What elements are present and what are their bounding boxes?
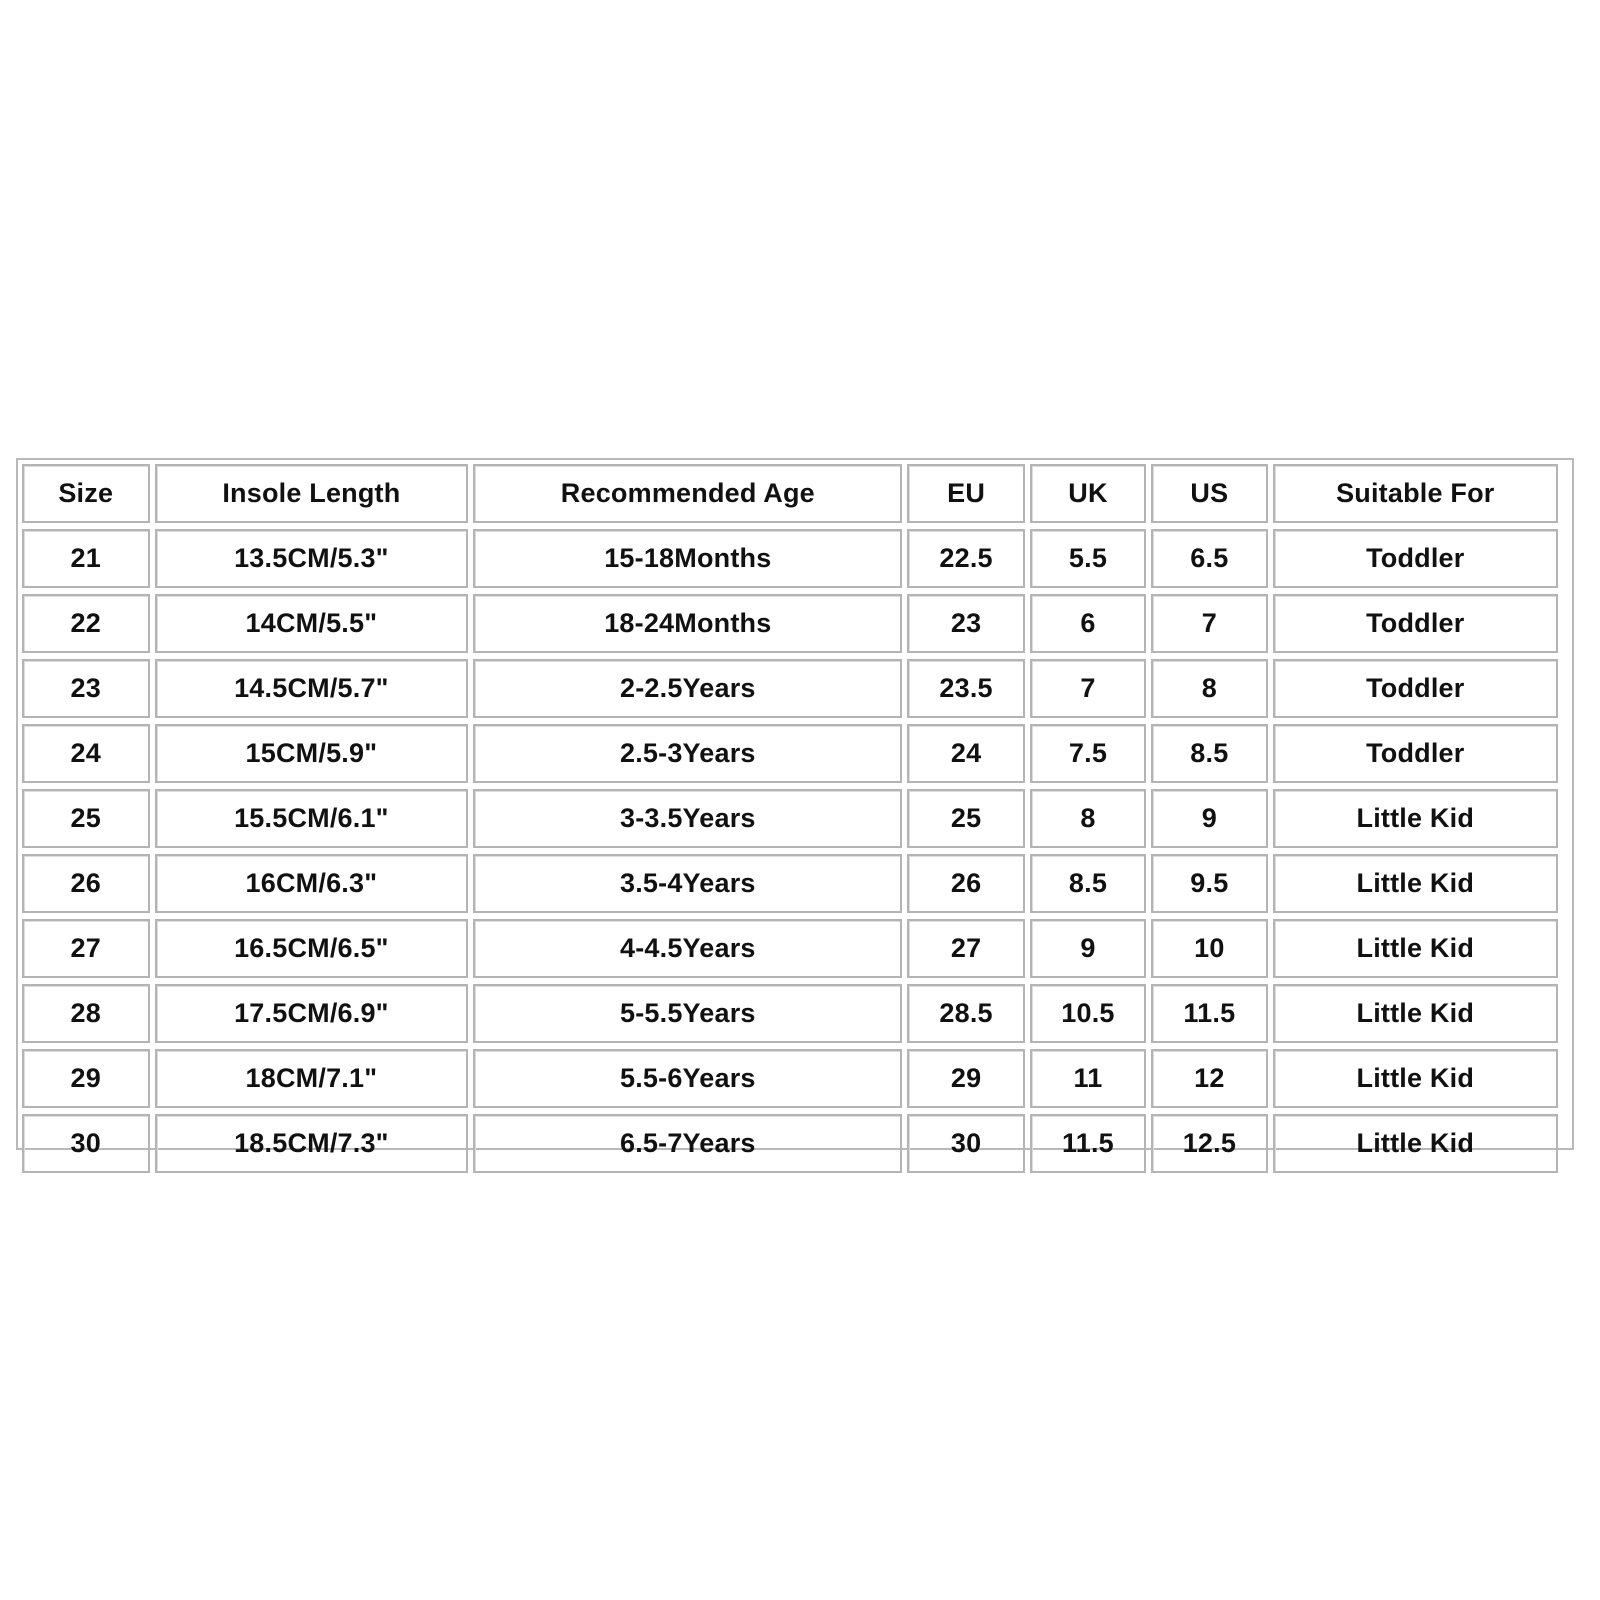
cell-insole-length: 18CM/7.1" [155,1049,469,1108]
cell-recommended-age: 3.5-4Years [473,854,902,913]
cell-size: 22 [22,594,150,653]
cell-insole-length: 17.5CM/6.9" [155,984,469,1043]
cell-insole-length: 18.5CM/7.3" [155,1114,469,1173]
cell-uk: 10.5 [1030,984,1146,1043]
cell-suitable-for: Little Kid [1273,1049,1558,1108]
cell-size: 23 [22,659,150,718]
cell-size: 28 [22,984,150,1043]
cell-eu: 24 [907,724,1024,783]
cell-eu: 30 [907,1114,1024,1173]
cell-suitable-for: Toddler [1273,594,1558,653]
cell-uk: 8.5 [1030,854,1146,913]
size-chart-frame [16,458,1574,1158]
cell-insole-length: 14CM/5.5" [155,594,469,653]
cell-eu: 25 [907,789,1024,848]
cell-insole-length: 16CM/6.3" [155,854,469,913]
cell-eu: 26 [907,854,1024,913]
cell-us: 6.5 [1151,529,1267,588]
size-chart-table [17,458,1563,1179]
cell-uk: 5.5 [1030,529,1146,588]
cell-us: 8 [1151,659,1267,718]
cell-us: 10 [1151,919,1267,978]
cell-size: 24 [22,724,150,783]
cell-uk: 9 [1030,919,1146,978]
table-row [22,594,1558,653]
cell-insole-length: 15CM/5.9" [155,724,469,783]
cell-recommended-age: 15-18Months [473,529,902,588]
cell-eu: 28.5 [907,984,1024,1043]
cell-eu: 29 [907,1049,1024,1108]
cell-us: 9.5 [1151,854,1267,913]
cell-insole-length: 15.5CM/6.1" [155,789,469,848]
header-suitable-for: Suitable For [1273,464,1558,523]
cell-suitable-for: Toddler [1273,724,1558,783]
cell-us: 7 [1151,594,1267,653]
cell-suitable-for: Little Kid [1273,854,1558,913]
cell-recommended-age: 5-5.5Years [473,984,902,1043]
cell-insole-length: 13.5CM/5.3" [155,529,469,588]
cell-suitable-for: Toddler [1273,659,1558,718]
table-row [22,984,1558,1043]
table-row [22,854,1558,913]
cell-recommended-age: 5.5-6Years [473,1049,902,1108]
cell-size: 27 [22,919,150,978]
cell-us: 12 [1151,1049,1267,1108]
cell-eu: 27 [907,919,1024,978]
cell-insole-length: 14.5CM/5.7" [155,659,469,718]
cell-recommended-age: 2-2.5Years [473,659,902,718]
header-row [22,464,1558,523]
cell-size: 26 [22,854,150,913]
cell-size: 30 [22,1114,150,1173]
cell-size: 21 [22,529,150,588]
table-row [22,1049,1558,1108]
cell-us: 11.5 [1151,984,1267,1043]
cell-suitable-for: Toddler [1273,529,1558,588]
cell-suitable-for: Little Kid [1273,984,1558,1043]
cell-size: 25 [22,789,150,848]
cell-recommended-age: 2.5-3Years [473,724,902,783]
header-us: US [1151,464,1267,523]
table-row [22,789,1558,848]
cell-suitable-for: Little Kid [1273,919,1558,978]
cell-uk: 8 [1030,789,1146,848]
table-row [22,659,1558,718]
table-row [22,724,1558,783]
cell-uk: 7.5 [1030,724,1146,783]
cell-eu: 23.5 [907,659,1024,718]
table-row [22,529,1558,588]
cell-size: 29 [22,1049,150,1108]
cell-uk: 6 [1030,594,1146,653]
cell-suitable-for: Little Kid [1273,789,1558,848]
cell-recommended-age: 6.5-7Years [473,1114,902,1173]
cell-recommended-age: 3-3.5Years [473,789,902,848]
cell-eu: 23 [907,594,1024,653]
header-uk: UK [1030,464,1146,523]
cell-recommended-age: 18-24Months [473,594,902,653]
header-recommended-age: Recommended Age [473,464,902,523]
cell-us: 9 [1151,789,1267,848]
cell-uk: 11 [1030,1049,1146,1108]
cell-eu: 22.5 [907,529,1024,588]
cell-recommended-age: 4-4.5Years [473,919,902,978]
cell-us: 8.5 [1151,724,1267,783]
header-size: Size [22,464,150,523]
cell-suitable-for: Little Kid [1273,1114,1558,1173]
header-insole-length: Insole Length [155,464,469,523]
cell-insole-length: 16.5CM/6.5" [155,919,469,978]
cell-uk: 11.5 [1030,1114,1146,1173]
table-row [22,919,1558,978]
cell-uk: 7 [1030,659,1146,718]
header-eu: EU [907,464,1024,523]
cell-us: 12.5 [1151,1114,1267,1173]
table-row [22,1114,1558,1173]
